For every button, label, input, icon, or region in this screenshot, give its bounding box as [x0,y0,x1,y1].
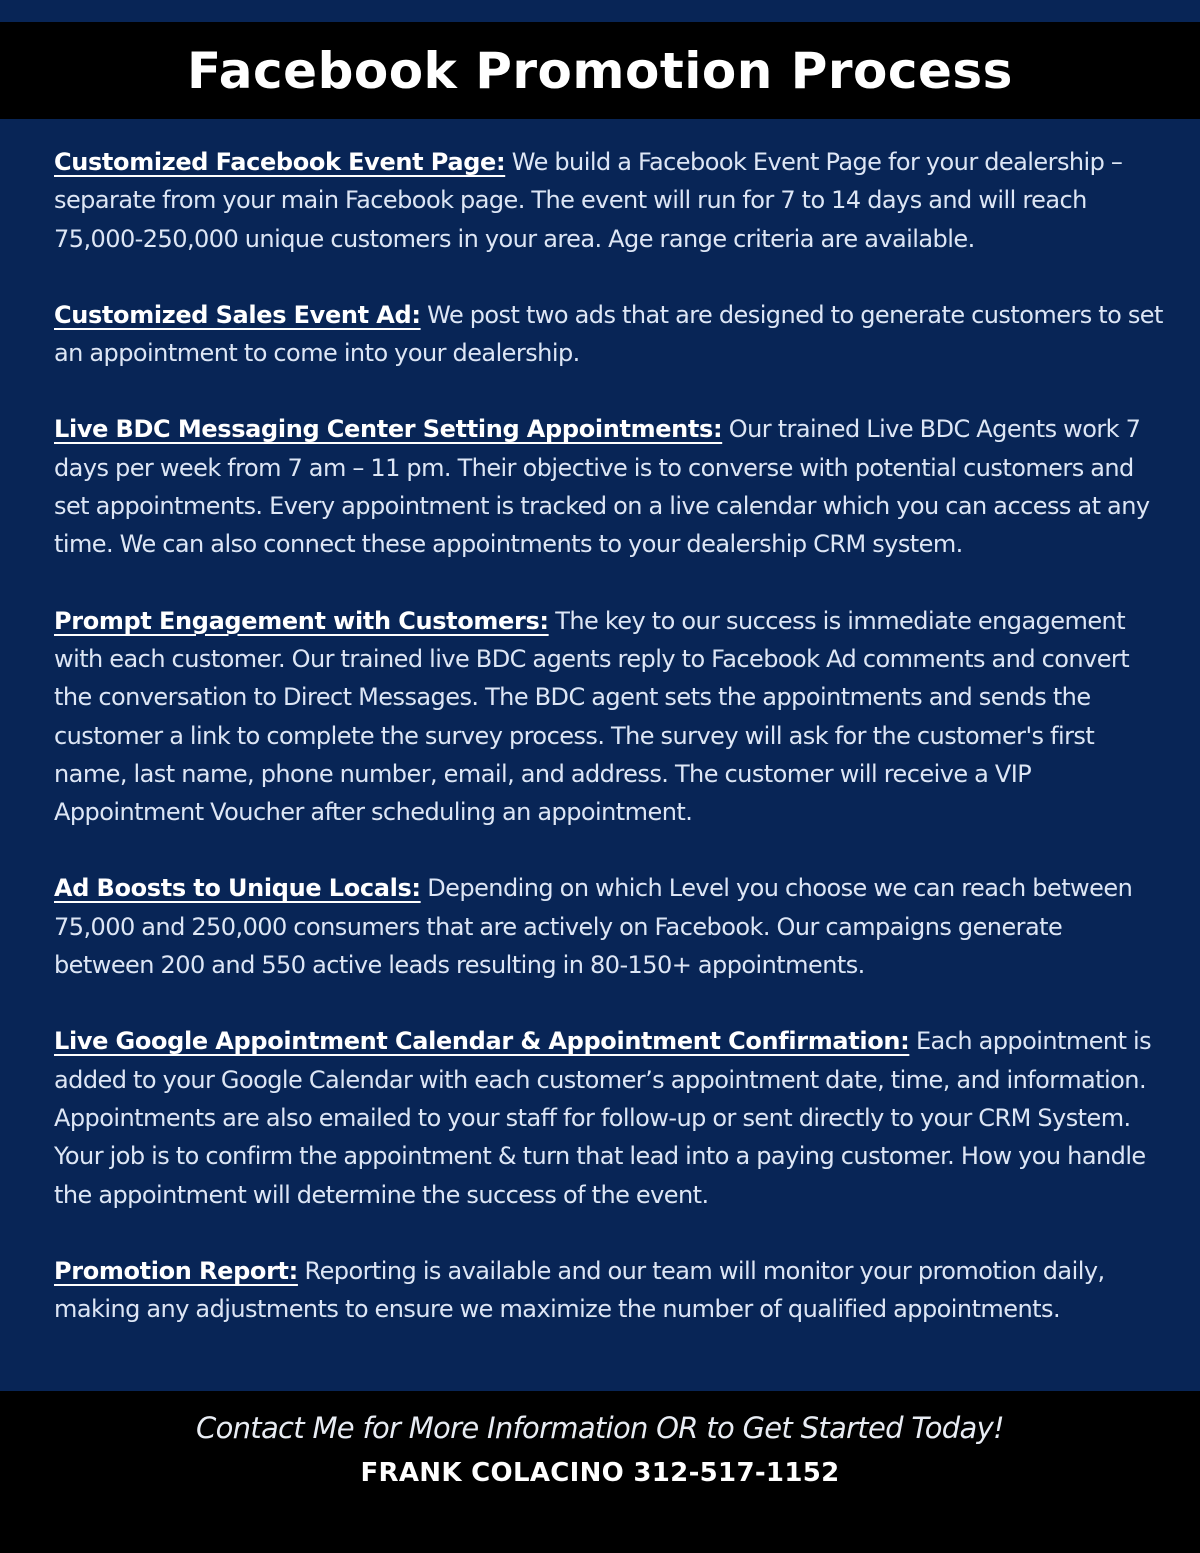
section-body: We post two ads that are designed to generate customers to set an appointment to come into your dealership. [54,300,1163,368]
section-heading: Customized Facebook Event Page: [54,148,506,176]
content-area [54,143,1164,1328]
section-promotion-report [54,1252,1164,1329]
section-google-calendar [54,1022,1164,1213]
title-bar [0,22,1200,119]
section-ad-boosts [54,869,1164,984]
section-body: Each appointment is added to your Google Calendar with each customer’s appointment date, time, and information. Appointments are also emailed to your staff for follow-up or sent directly to your CRM System. Your job is to confirm the appointment & turn that lead into a paying customer. How you handle the appointment will determine the success of the event. [54,1027,1152,1209]
section-sales-event-ad [54,296,1164,373]
section-body: Depending on which Level you choose we can reach between 75,000 and 250,000 consumers that are actively on Facebook. Our campaigns generate between 200 and 550 active leads resulting in 80-150+ appointments. [54,874,1133,980]
section-body: The key to our success is immediate engagement with each customer. Our trained live BDC agents reply to Facebook Ad comments and convert the conversation to Direct Messages. The BDC agent sets the appointments and sends the customer a link to complete the survey process. The survey will ask for the customer's first name, last name, phone number, email, and address. The customer will receive a VIP Appointment Voucher after scheduling an appointment. [54,606,1130,827]
section-heading: Ad Boosts to Unique Locals: [54,874,421,903]
section-heading: Live Google Appointment Calendar & Appointment Confirmation: [54,1027,910,1056]
section-heading: Customized Sales Event Ad: [54,300,421,329]
section-heading: Promotion Report: [54,1256,298,1285]
contact-info: FRANK COLACINO 312-517-1152 [360,1458,840,1488]
section-heading: Prompt Engagement with Customers: [54,606,549,635]
footer-bar [0,1391,1200,1553]
section-facebook-event-page [54,143,1164,258]
page-title: Facebook Promotion Process [187,41,1013,100]
section-body: Reporting is available and our team will monitor your promotion daily, making any adjustments to ensure we maximize the number of qualified appointments. [54,1256,1105,1324]
top-accent-strip [0,0,1200,22]
section-body: We build a Facebook Event Page for your dealership – separate from your main Facebook page. The event will run for 7 to 14 days and will reach 75,000-250,000 unique customers in your area. Age range criteria are available. [54,148,1123,253]
section-heading: Live BDC Messaging Center Setting Appointments: [54,415,723,444]
section-prompt-engagement [54,602,1164,832]
section-live-bdc-messaging [54,410,1164,563]
footer-tagline: Contact Me for More Information OR to Get Started Today! [196,1411,1004,1445]
section-body: Our trained Live BDC Agents work 7 days per week from 7 am – 11 pm. Their objective is to converse with potential customers and set appointments. Every appointment is tracked on a live calendar which you can access at any time. We can also connect these appointments to your dealership CRM system. [54,415,1150,559]
